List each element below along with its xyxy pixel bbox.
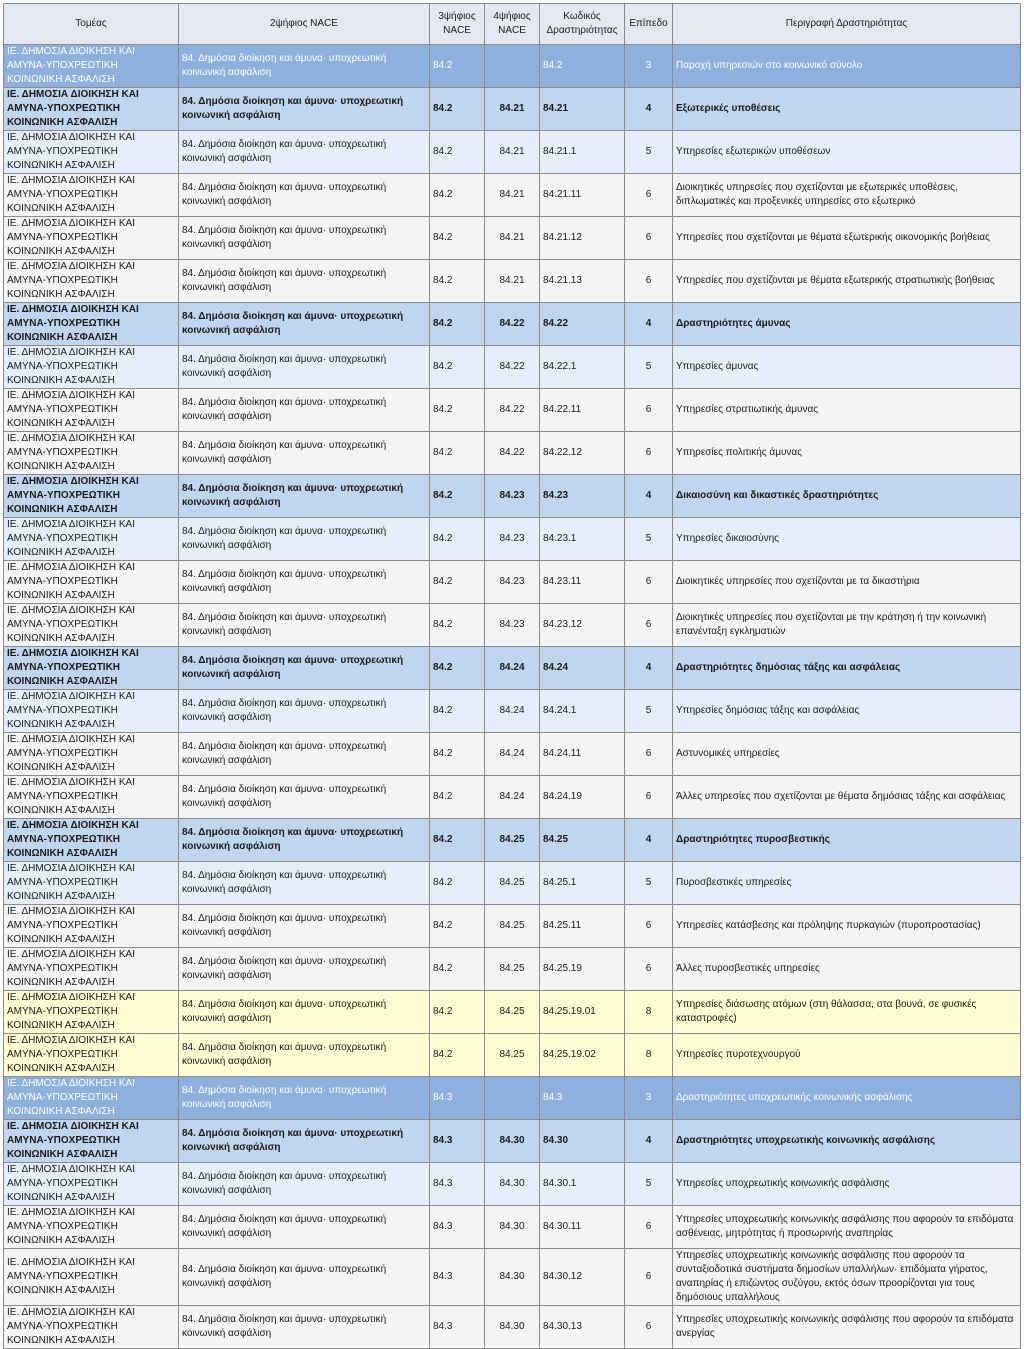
table-row [4, 1120, 1021, 1163]
cell-description: Υπηρεσίες υποχρεωτικής κοινωνικής ασφάλισης [673, 1163, 1021, 1206]
cell-nace2: 84. Δημόσια διοίκηση και άμυνα· υποχρεωτική κοινωνική ασφάλιση [179, 1249, 430, 1306]
cell-code: 84.21.11 [540, 174, 625, 217]
cell-nace3: 84.2 [430, 217, 485, 260]
cell-level: 5 [625, 690, 673, 733]
cell-nace2: 84. Δημόσια διοίκηση και άμυνα· υποχρεωτική κοινωνική ασφάλιση [179, 647, 430, 690]
cell-description: Υπηρεσίες κατάσβεσης και πρόληψης πυρκαγιών (πυροπροστασίας) [673, 905, 1021, 948]
cell-level: 4 [625, 819, 673, 862]
cell-nace2: 84. Δημόσια διοίκηση και άμυνα· υποχρεωτική κοινωνική ασφάλιση [179, 45, 430, 88]
cell-nace4: 84.23 [485, 561, 540, 604]
cell-description: Δραστηριότητες δημόσιας τάξης και ασφάλειας [673, 647, 1021, 690]
cell-description: Πυροσβεστικές υπηρεσίες [673, 862, 1021, 905]
table-row [4, 1077, 1021, 1120]
cell-sector: ΙΕ. ΔΗΜΟΣΙΑ ΔΙΟΙΚΗΣΗ ΚΑΙ ΑΜΥΝΑ-ΥΠΟΧΡΕΩΤΙΚΗ ΚΟΙΝΩΝΙΚΗ ΑΣΦΑΛΙΣΗ [4, 1206, 179, 1249]
cell-nace3: 84.2 [430, 647, 485, 690]
cell-sector: ΙΕ. ΔΗΜΟΣΙΑ ΔΙΟΙΚΗΣΗ ΚΑΙ ΑΜΥΝΑ-ΥΠΟΧΡΕΩΤΙΚΗ ΚΟΙΝΩΝΙΚΗ ΑΣΦΑΛΙΣΗ [4, 389, 179, 432]
cell-nace4: 84.22 [485, 346, 540, 389]
cell-code: 84.23.12 [540, 604, 625, 647]
cell-description: Υπηρεσίες που σχετίζονται με θέματα εξωτερικής στρατιωτικής βοήθειας [673, 260, 1021, 303]
cell-nace4: 84.30 [485, 1206, 540, 1249]
cell-description: Υπηρεσίες στρατιωτικής άμυνας [673, 389, 1021, 432]
cell-nace4: 84.25 [485, 905, 540, 948]
cell-nace2: 84. Δημόσια διοίκηση και άμυνα· υποχρεωτική κοινωνική ασφάλιση [179, 604, 430, 647]
table-row [4, 131, 1021, 174]
cell-nace3: 84.2 [430, 432, 485, 475]
cell-description: Διοικητικές υπηρεσίες που σχετίζονται με τα δικαστήρια [673, 561, 1021, 604]
cell-description: Υπηρεσίες πυροτεχνουργού [673, 1034, 1021, 1077]
cell-code: 84.22.12 [540, 432, 625, 475]
cell-level: 4 [625, 647, 673, 690]
cell-nace4: 84.21 [485, 217, 540, 260]
table-row [4, 905, 1021, 948]
cell-nace2: 84. Δημόσια διοίκηση και άμυνα· υποχρεωτική κοινωνική ασφάλιση [179, 475, 430, 518]
cell-level: 5 [625, 346, 673, 389]
table-row [4, 432, 1021, 475]
cell-code: 84.21.1 [540, 131, 625, 174]
cell-nace2: 84. Δημόσια διοίκηση και άμυνα· υποχρεωτική κοινωνική ασφάλιση [179, 260, 430, 303]
cell-sector: ΙΕ. ΔΗΜΟΣΙΑ ΔΙΟΙΚΗΣΗ ΚΑΙ ΑΜΥΝΑ-ΥΠΟΧΡΕΩΤΙΚΗ ΚΟΙΝΩΝΙΚΗ ΑΣΦΑΛΙΣΗ [4, 475, 179, 518]
cell-sector: ΙΕ. ΔΗΜΟΣΙΑ ΔΙΟΙΚΗΣΗ ΚΑΙ ΑΜΥΝΑ-ΥΠΟΧΡΕΩΤΙΚΗ ΚΟΙΝΩΝΙΚΗ ΑΣΦΑΛΙΣΗ [4, 604, 179, 647]
cell-nace3: 84.2 [430, 131, 485, 174]
header-level: Επίπεδο [625, 4, 673, 45]
cell-code: 84.23.1 [540, 518, 625, 561]
cell-code: 84.22 [540, 303, 625, 346]
header-nace4: 4ψήφιος NACE [485, 4, 540, 45]
cell-level: 6 [625, 432, 673, 475]
cell-nace3: 84.2 [430, 905, 485, 948]
cell-nace4: 84.30 [485, 1249, 540, 1306]
cell-nace3: 84.2 [430, 389, 485, 432]
cell-description: Αστυνομικές υπηρεσίες [673, 733, 1021, 776]
table-row [4, 518, 1021, 561]
cell-description: Δικαιοσύνη και δικαστικές δραστηριότητες [673, 475, 1021, 518]
cell-description: Υπηρεσίες υποχρεωτικής κοινωνικής ασφάλισης που αφορούν τα επιδόματα ασθένειας, μητρότητας ή προσωρινής αναπηρίας [673, 1206, 1021, 1249]
cell-level: 4 [625, 88, 673, 131]
cell-description: Υπηρεσίες που σχετίζονται με θέματα εξωτερικής οικονομικής βοήθειας [673, 217, 1021, 260]
cell-code: 84.22.11 [540, 389, 625, 432]
cell-nace3: 84.3 [430, 1249, 485, 1306]
cell-description: Δραστηριότητες υποχρεωτικής κοινωνικής ασφάλισης [673, 1120, 1021, 1163]
cell-sector: ΙΕ. ΔΗΜΟΣΙΑ ΔΙΟΙΚΗΣΗ ΚΑΙ ΑΜΥΝΑ-ΥΠΟΧΡΕΩΤΙΚΗ ΚΟΙΝΩΝΙΚΗ ΑΣΦΑΛΙΣΗ [4, 647, 179, 690]
cell-level: 6 [625, 776, 673, 819]
cell-code: 84.22.1 [540, 346, 625, 389]
table-row [4, 561, 1021, 604]
cell-sector: ΙΕ. ΔΗΜΟΣΙΑ ΔΙΟΙΚΗΣΗ ΚΑΙ ΑΜΥΝΑ-ΥΠΟΧΡΕΩΤΙΚΗ ΚΟΙΝΩΝΙΚΗ ΑΣΦΑΛΙΣΗ [4, 733, 179, 776]
table-row [4, 346, 1021, 389]
table-row [4, 862, 1021, 905]
cell-level: 4 [625, 1120, 673, 1163]
cell-nace4: 84.23 [485, 518, 540, 561]
cell-description: Υπηρεσίες υποχρεωτικής κοινωνικής ασφάλισης που αφορούν τα συνταξιοδοτικά συστήματα δημοσίων υπαλλήλων· επιδόματα γήρατος, αναπηρίας ή επιζώντος συζύγου, εκτός όσων προορίζονται για τους δημόσιους υπαλλήλους [673, 1249, 1021, 1306]
cell-code: 84.2 [540, 45, 625, 88]
cell-nace3: 84.2 [430, 819, 485, 862]
cell-code: 84.24.19 [540, 776, 625, 819]
cell-level: 6 [625, 1306, 673, 1349]
cell-nace3: 84.3 [430, 1306, 485, 1349]
table-row [4, 819, 1021, 862]
nace-activity-table [3, 3, 1021, 1349]
cell-sector: ΙΕ. ΔΗΜΟΣΙΑ ΔΙΟΙΚΗΣΗ ΚΑΙ ΑΜΥΝΑ-ΥΠΟΧΡΕΩΤΙΚΗ ΚΟΙΝΩΝΙΚΗ ΑΣΦΑΛΙΣΗ [4, 1077, 179, 1120]
cell-level: 6 [625, 1249, 673, 1306]
cell-nace4: 84.24 [485, 776, 540, 819]
cell-nace4: 84.23 [485, 604, 540, 647]
cell-nace3: 84.2 [430, 174, 485, 217]
cell-description: Δραστηριότητες πυροσβεστικής [673, 819, 1021, 862]
cell-level: 4 [625, 303, 673, 346]
header-nace2: 2ψήφιος NACE [179, 4, 430, 45]
header-nace3: 3ψήφιος NACE [430, 4, 485, 45]
table-row [4, 1163, 1021, 1206]
cell-nace4: 84.22 [485, 389, 540, 432]
table-row [4, 174, 1021, 217]
cell-nace2: 84. Δημόσια διοίκηση και άμυνα· υποχρεωτική κοινωνική ασφάλιση [179, 948, 430, 991]
cell-nace2: 84. Δημόσια διοίκηση και άμυνα· υποχρεωτική κοινωνική ασφάλιση [179, 1120, 430, 1163]
cell-nace4: 84.30 [485, 1306, 540, 1349]
cell-nace4: 84.21 [485, 174, 540, 217]
cell-code: 84.21.12 [540, 217, 625, 260]
cell-description: Υπηρεσίες πολιτικής άμυνας [673, 432, 1021, 475]
cell-code: 84.3 [540, 1077, 625, 1120]
cell-code: 84.25.19.02 [540, 1034, 625, 1077]
cell-nace3: 84.3 [430, 1077, 485, 1120]
cell-code: 84.30 [540, 1120, 625, 1163]
cell-description: Παροχή υπηρεσιών στο κοινωνικό σύνολο [673, 45, 1021, 88]
cell-nace3: 84.2 [430, 690, 485, 733]
cell-level: 5 [625, 1163, 673, 1206]
cell-code: 84.30.11 [540, 1206, 625, 1249]
cell-nace4: 84.23 [485, 475, 540, 518]
cell-nace3: 84.2 [430, 518, 485, 561]
cell-nace2: 84. Δημόσια διοίκηση και άμυνα· υποχρεωτική κοινωνική ασφάλιση [179, 432, 430, 475]
table-row [4, 389, 1021, 432]
cell-code: 84.25.19.01 [540, 991, 625, 1034]
cell-description: Άλλες υπηρεσίες που σχετίζονται με θέματα δημόσιας τάξης και ασφάλειας [673, 776, 1021, 819]
cell-nace3: 84.2 [430, 260, 485, 303]
cell-description: Διοικητικές υπηρεσίες που σχετίζονται με την κράτηση ή την κοινωνική επανένταξη εγκληματιών [673, 604, 1021, 647]
cell-nace3: 84.2 [430, 776, 485, 819]
cell-sector: ΙΕ. ΔΗΜΟΣΙΑ ΔΙΟΙΚΗΣΗ ΚΑΙ ΑΜΥΝΑ-ΥΠΟΧΡΕΩΤΙΚΗ ΚΟΙΝΩΝΙΚΗ ΑΣΦΑΛΙΣΗ [4, 819, 179, 862]
table-row [4, 1206, 1021, 1249]
cell-sector: ΙΕ. ΔΗΜΟΣΙΑ ΔΙΟΙΚΗΣΗ ΚΑΙ ΑΜΥΝΑ-ΥΠΟΧΡΕΩΤΙΚΗ ΚΟΙΝΩΝΙΚΗ ΑΣΦΑΛΙΣΗ [4, 174, 179, 217]
cell-nace3: 84.2 [430, 303, 485, 346]
cell-level: 3 [625, 45, 673, 88]
cell-nace2: 84. Δημόσια διοίκηση και άμυνα· υποχρεωτική κοινωνική ασφάλιση [179, 88, 430, 131]
cell-nace4 [485, 45, 540, 88]
cell-nace3: 84.2 [430, 948, 485, 991]
header-code: Κωδικός Δραστηριότητας [540, 4, 625, 45]
cell-level: 6 [625, 905, 673, 948]
cell-nace2: 84. Δημόσια διοίκηση και άμυνα· υποχρεωτική κοινωνική ασφάλιση [179, 733, 430, 776]
cell-nace4: 84.30 [485, 1163, 540, 1206]
cell-level: 6 [625, 174, 673, 217]
cell-sector: ΙΕ. ΔΗΜΟΣΙΑ ΔΙΟΙΚΗΣΗ ΚΑΙ ΑΜΥΝΑ-ΥΠΟΧΡΕΩΤΙΚΗ ΚΟΙΝΩΝΙΚΗ ΑΣΦΑΛΙΣΗ [4, 1120, 179, 1163]
cell-level: 6 [625, 389, 673, 432]
cell-nace3: 84.2 [430, 88, 485, 131]
header-row [4, 4, 1021, 45]
cell-code: 84.21.13 [540, 260, 625, 303]
cell-code: 84.24 [540, 647, 625, 690]
cell-code: 84.25.19 [540, 948, 625, 991]
cell-description: Υπηρεσίες διάσωσης ατόμων (στη θάλασσα, στα βουνά, σε φυσικές καταστροφές) [673, 991, 1021, 1034]
cell-nace2: 84. Δημόσια διοίκηση και άμυνα· υποχρεωτική κοινωνική ασφάλιση [179, 174, 430, 217]
cell-level: 6 [625, 260, 673, 303]
cell-nace3: 84.3 [430, 1163, 485, 1206]
cell-description: Εξωτερικές υποθέσεις [673, 88, 1021, 131]
cell-nace3: 84.2 [430, 45, 485, 88]
cell-nace4: 84.21 [485, 260, 540, 303]
cell-sector: ΙΕ. ΔΗΜΟΣΙΑ ΔΙΟΙΚΗΣΗ ΚΑΙ ΑΜΥΝΑ-ΥΠΟΧΡΕΩΤΙΚΗ ΚΟΙΝΩΝΙΚΗ ΑΣΦΑΛΙΣΗ [4, 1249, 179, 1306]
cell-nace2: 84. Δημόσια διοίκηση και άμυνα· υποχρεωτική κοινωνική ασφάλιση [179, 819, 430, 862]
cell-description: Διοικητικές υπηρεσίες που σχετίζονται με εξωτερικές υποθέσεις, διπλωματικές και προξενικές υπηρεσίες στο εξωτερικό [673, 174, 1021, 217]
cell-nace2: 84. Δημόσια διοίκηση και άμυνα· υποχρεωτική κοινωνική ασφάλιση [179, 1163, 430, 1206]
cell-nace4: 84.21 [485, 88, 540, 131]
cell-nace4: 84.24 [485, 690, 540, 733]
cell-description: Υπηρεσίες δικαιοσύνης [673, 518, 1021, 561]
table-row [4, 217, 1021, 260]
cell-description: Υπηρεσίες υποχρεωτικής κοινωνικής ασφάλισης που αφορούν τα επιδόματα ανεργίας [673, 1306, 1021, 1349]
cell-nace2: 84. Δημόσια διοίκηση και άμυνα· υποχρεωτική κοινωνική ασφάλιση [179, 1077, 430, 1120]
table-row [4, 88, 1021, 131]
cell-nace4: 84.22 [485, 432, 540, 475]
cell-sector: ΙΕ. ΔΗΜΟΣΙΑ ΔΙΟΙΚΗΣΗ ΚΑΙ ΑΜΥΝΑ-ΥΠΟΧΡΕΩΤΙΚΗ ΚΟΙΝΩΝΙΚΗ ΑΣΦΑΛΙΣΗ [4, 217, 179, 260]
cell-nace2: 84. Δημόσια διοίκηση και άμυνα· υποχρεωτική κοινωνική ασφάλιση [179, 1206, 430, 1249]
cell-level: 8 [625, 991, 673, 1034]
cell-sector: ΙΕ. ΔΗΜΟΣΙΑ ΔΙΟΙΚΗΣΗ ΚΑΙ ΑΜΥΝΑ-ΥΠΟΧΡΕΩΤΙΚΗ ΚΟΙΝΩΝΙΚΗ ΑΣΦΑΛΙΣΗ [4, 45, 179, 88]
cell-level: 5 [625, 518, 673, 561]
cell-sector: ΙΕ. ΔΗΜΟΣΙΑ ΔΙΟΙΚΗΣΗ ΚΑΙ ΑΜΥΝΑ-ΥΠΟΧΡΕΩΤΙΚΗ ΚΟΙΝΩΝΙΚΗ ΑΣΦΑΛΙΣΗ [4, 1306, 179, 1349]
cell-nace2: 84. Δημόσια διοίκηση και άμυνα· υποχρεωτική κοινωνική ασφάλιση [179, 1034, 430, 1077]
cell-description: Υπηρεσίες δημόσιας τάξης και ασφάλειας [673, 690, 1021, 733]
cell-code: 84.23 [540, 475, 625, 518]
table-row [4, 991, 1021, 1034]
cell-level: 6 [625, 217, 673, 260]
cell-nace2: 84. Δημόσια διοίκηση και άμυνα· υποχρεωτική κοινωνική ασφάλιση [179, 131, 430, 174]
cell-nace4: 84.25 [485, 862, 540, 905]
table-body [4, 45, 1021, 1349]
cell-code: 84.30.12 [540, 1249, 625, 1306]
cell-level: 6 [625, 733, 673, 776]
table-row [4, 647, 1021, 690]
cell-level: 3 [625, 1077, 673, 1120]
cell-nace2: 84. Δημόσια διοίκηση και άμυνα· υποχρεωτική κοινωνική ασφάλιση [179, 1306, 430, 1349]
cell-sector: ΙΕ. ΔΗΜΟΣΙΑ ΔΙΟΙΚΗΣΗ ΚΑΙ ΑΜΥΝΑ-ΥΠΟΧΡΕΩΤΙΚΗ ΚΟΙΝΩΝΙΚΗ ΑΣΦΑΛΙΣΗ [4, 561, 179, 604]
cell-level: 6 [625, 561, 673, 604]
cell-nace4: 84.25 [485, 991, 540, 1034]
table-row [4, 260, 1021, 303]
cell-nace3: 84.2 [430, 733, 485, 776]
cell-level: 6 [625, 948, 673, 991]
cell-sector: ΙΕ. ΔΗΜΟΣΙΑ ΔΙΟΙΚΗΣΗ ΚΑΙ ΑΜΥΝΑ-ΥΠΟΧΡΕΩΤΙΚΗ ΚΟΙΝΩΝΙΚΗ ΑΣΦΑΛΙΣΗ [4, 88, 179, 131]
cell-nace2: 84. Δημόσια διοίκηση και άμυνα· υποχρεωτική κοινωνική ασφάλιση [179, 389, 430, 432]
cell-sector: ΙΕ. ΔΗΜΟΣΙΑ ΔΙΟΙΚΗΣΗ ΚΑΙ ΑΜΥΝΑ-ΥΠΟΧΡΕΩΤΙΚΗ ΚΟΙΝΩΝΙΚΗ ΑΣΦΑΛΙΣΗ [4, 346, 179, 389]
cell-sector: ΙΕ. ΔΗΜΟΣΙΑ ΔΙΟΙΚΗΣΗ ΚΑΙ ΑΜΥΝΑ-ΥΠΟΧΡΕΩΤΙΚΗ ΚΟΙΝΩΝΙΚΗ ΑΣΦΑΛΙΣΗ [4, 1163, 179, 1206]
cell-code: 84.30.1 [540, 1163, 625, 1206]
cell-nace2: 84. Δημόσια διοίκηση και άμυνα· υποχρεωτική κοινωνική ασφάλιση [179, 217, 430, 260]
cell-sector: ΙΕ. ΔΗΜΟΣΙΑ ΔΙΟΙΚΗΣΗ ΚΑΙ ΑΜΥΝΑ-ΥΠΟΧΡΕΩΤΙΚΗ ΚΟΙΝΩΝΙΚΗ ΑΣΦΑΛΙΣΗ [4, 518, 179, 561]
table-row [4, 690, 1021, 733]
cell-sector: ΙΕ. ΔΗΜΟΣΙΑ ΔΙΟΙΚΗΣΗ ΚΑΙ ΑΜΥΝΑ-ΥΠΟΧΡΕΩΤΙΚΗ ΚΟΙΝΩΝΙΚΗ ΑΣΦΑΛΙΣΗ [4, 1034, 179, 1077]
cell-nace4 [485, 1077, 540, 1120]
table-row [4, 475, 1021, 518]
cell-code: 84.24.11 [540, 733, 625, 776]
cell-nace3: 84.2 [430, 604, 485, 647]
cell-sector: ΙΕ. ΔΗΜΟΣΙΑ ΔΙΟΙΚΗΣΗ ΚΑΙ ΑΜΥΝΑ-ΥΠΟΧΡΕΩΤΙΚΗ ΚΟΙΝΩΝΙΚΗ ΑΣΦΑΛΙΣΗ [4, 432, 179, 475]
cell-code: 84.25.11 [540, 905, 625, 948]
cell-nace2: 84. Δημόσια διοίκηση και άμυνα· υποχρεωτική κοινωνική ασφάλιση [179, 776, 430, 819]
cell-code: 84.24.1 [540, 690, 625, 733]
cell-description: Δραστηριότητες υποχρεωτικής κοινωνικής ασφάλισης [673, 1077, 1021, 1120]
table-row [4, 45, 1021, 88]
cell-nace4: 84.30 [485, 1120, 540, 1163]
cell-level: 4 [625, 475, 673, 518]
cell-sector: ΙΕ. ΔΗΜΟΣΙΑ ΔΙΟΙΚΗΣΗ ΚΑΙ ΑΜΥΝΑ-ΥΠΟΧΡΕΩΤΙΚΗ ΚΟΙΝΩΝΙΚΗ ΑΣΦΑΛΙΣΗ [4, 260, 179, 303]
cell-nace4: 84.25 [485, 948, 540, 991]
cell-sector: ΙΕ. ΔΗΜΟΣΙΑ ΔΙΟΙΚΗΣΗ ΚΑΙ ΑΜΥΝΑ-ΥΠΟΧΡΕΩΤΙΚΗ ΚΟΙΝΩΝΙΚΗ ΑΣΦΑΛΙΣΗ [4, 905, 179, 948]
cell-nace3: 84.2 [430, 475, 485, 518]
header-sector: Τομέας [4, 4, 179, 45]
cell-code: 84.21 [540, 88, 625, 131]
header-description: Περιγραφή Δραστηριότητας [673, 4, 1021, 45]
cell-nace2: 84. Δημόσια διοίκηση και άμυνα· υποχρεωτική κοινωνική ασφάλιση [179, 991, 430, 1034]
cell-nace4: 84.24 [485, 733, 540, 776]
cell-nace2: 84. Δημόσια διοίκηση και άμυνα· υποχρεωτική κοινωνική ασφάλιση [179, 905, 430, 948]
cell-code: 84.25.1 [540, 862, 625, 905]
cell-nace2: 84. Δημόσια διοίκηση και άμυνα· υποχρεωτική κοινωνική ασφάλιση [179, 862, 430, 905]
cell-nace2: 84. Δημόσια διοίκηση και άμυνα· υποχρεωτική κοινωνική ασφάλιση [179, 561, 430, 604]
cell-sector: ΙΕ. ΔΗΜΟΣΙΑ ΔΙΟΙΚΗΣΗ ΚΑΙ ΑΜΥΝΑ-ΥΠΟΧΡΕΩΤΙΚΗ ΚΟΙΝΩΝΙΚΗ ΑΣΦΑΛΙΣΗ [4, 862, 179, 905]
cell-nace4: 84.24 [485, 647, 540, 690]
cell-nace3: 84.3 [430, 1206, 485, 1249]
cell-description: Δραστηριότητες άμυνας [673, 303, 1021, 346]
cell-nace2: 84. Δημόσια διοίκηση και άμυνα· υποχρεωτική κοινωνική ασφάλιση [179, 346, 430, 389]
cell-level: 5 [625, 862, 673, 905]
cell-nace4: 84.25 [485, 819, 540, 862]
table-row [4, 1306, 1021, 1349]
table-row [4, 776, 1021, 819]
cell-description: Άλλες πυροσβεστικές υπηρεσίες [673, 948, 1021, 991]
cell-nace2: 84. Δημόσια διοίκηση και άμυνα· υποχρεωτική κοινωνική ασφάλιση [179, 303, 430, 346]
cell-level: 6 [625, 1206, 673, 1249]
cell-sector: ΙΕ. ΔΗΜΟΣΙΑ ΔΙΟΙΚΗΣΗ ΚΑΙ ΑΜΥΝΑ-ΥΠΟΧΡΕΩΤΙΚΗ ΚΟΙΝΩΝΙΚΗ ΑΣΦΑΛΙΣΗ [4, 948, 179, 991]
cell-level: 6 [625, 604, 673, 647]
cell-code: 84.30.13 [540, 1306, 625, 1349]
cell-nace4: 84.21 [485, 131, 540, 174]
cell-sector: ΙΕ. ΔΗΜΟΣΙΑ ΔΙΟΙΚΗΣΗ ΚΑΙ ΑΜΥΝΑ-ΥΠΟΧΡΕΩΤΙΚΗ ΚΟΙΝΩΝΙΚΗ ΑΣΦΑΛΙΣΗ [4, 991, 179, 1034]
cell-nace2: 84. Δημόσια διοίκηση και άμυνα· υποχρεωτική κοινωνική ασφάλιση [179, 690, 430, 733]
table-row [4, 1249, 1021, 1306]
cell-nace3: 84.2 [430, 561, 485, 604]
cell-code: 84.23.11 [540, 561, 625, 604]
cell-description: Υπηρεσίες εξωτερικών υποθέσεων [673, 131, 1021, 174]
table-row [4, 948, 1021, 991]
cell-nace4: 84.22 [485, 303, 540, 346]
cell-sector: ΙΕ. ΔΗΜΟΣΙΑ ΔΙΟΙΚΗΣΗ ΚΑΙ ΑΜΥΝΑ-ΥΠΟΧΡΕΩΤΙΚΗ ΚΟΙΝΩΝΙΚΗ ΑΣΦΑΛΙΣΗ [4, 776, 179, 819]
cell-nace3: 84.2 [430, 862, 485, 905]
table-row [4, 1034, 1021, 1077]
cell-level: 5 [625, 131, 673, 174]
cell-sector: ΙΕ. ΔΗΜΟΣΙΑ ΔΙΟΙΚΗΣΗ ΚΑΙ ΑΜΥΝΑ-ΥΠΟΧΡΕΩΤΙΚΗ ΚΟΙΝΩΝΙΚΗ ΑΣΦΑΛΙΣΗ [4, 690, 179, 733]
cell-code: 84.25 [540, 819, 625, 862]
cell-description: Υπηρεσίες άμυνας [673, 346, 1021, 389]
cell-sector: ΙΕ. ΔΗΜΟΣΙΑ ΔΙΟΙΚΗΣΗ ΚΑΙ ΑΜΥΝΑ-ΥΠΟΧΡΕΩΤΙΚΗ ΚΟΙΝΩΝΙΚΗ ΑΣΦΑΛΙΣΗ [4, 131, 179, 174]
cell-sector: ΙΕ. ΔΗΜΟΣΙΑ ΔΙΟΙΚΗΣΗ ΚΑΙ ΑΜΥΝΑ-ΥΠΟΧΡΕΩΤΙΚΗ ΚΟΙΝΩΝΙΚΗ ΑΣΦΑΛΙΣΗ [4, 303, 179, 346]
cell-level: 8 [625, 1034, 673, 1077]
table-row [4, 604, 1021, 647]
cell-nace3: 84.2 [430, 1034, 485, 1077]
table-row [4, 733, 1021, 776]
cell-nace3: 84.2 [430, 346, 485, 389]
cell-nace2: 84. Δημόσια διοίκηση και άμυνα· υποχρεωτική κοινωνική ασφάλιση [179, 518, 430, 561]
cell-nace4: 84.25 [485, 1034, 540, 1077]
cell-nace3: 84.2 [430, 991, 485, 1034]
table-row [4, 303, 1021, 346]
cell-nace3: 84.3 [430, 1120, 485, 1163]
